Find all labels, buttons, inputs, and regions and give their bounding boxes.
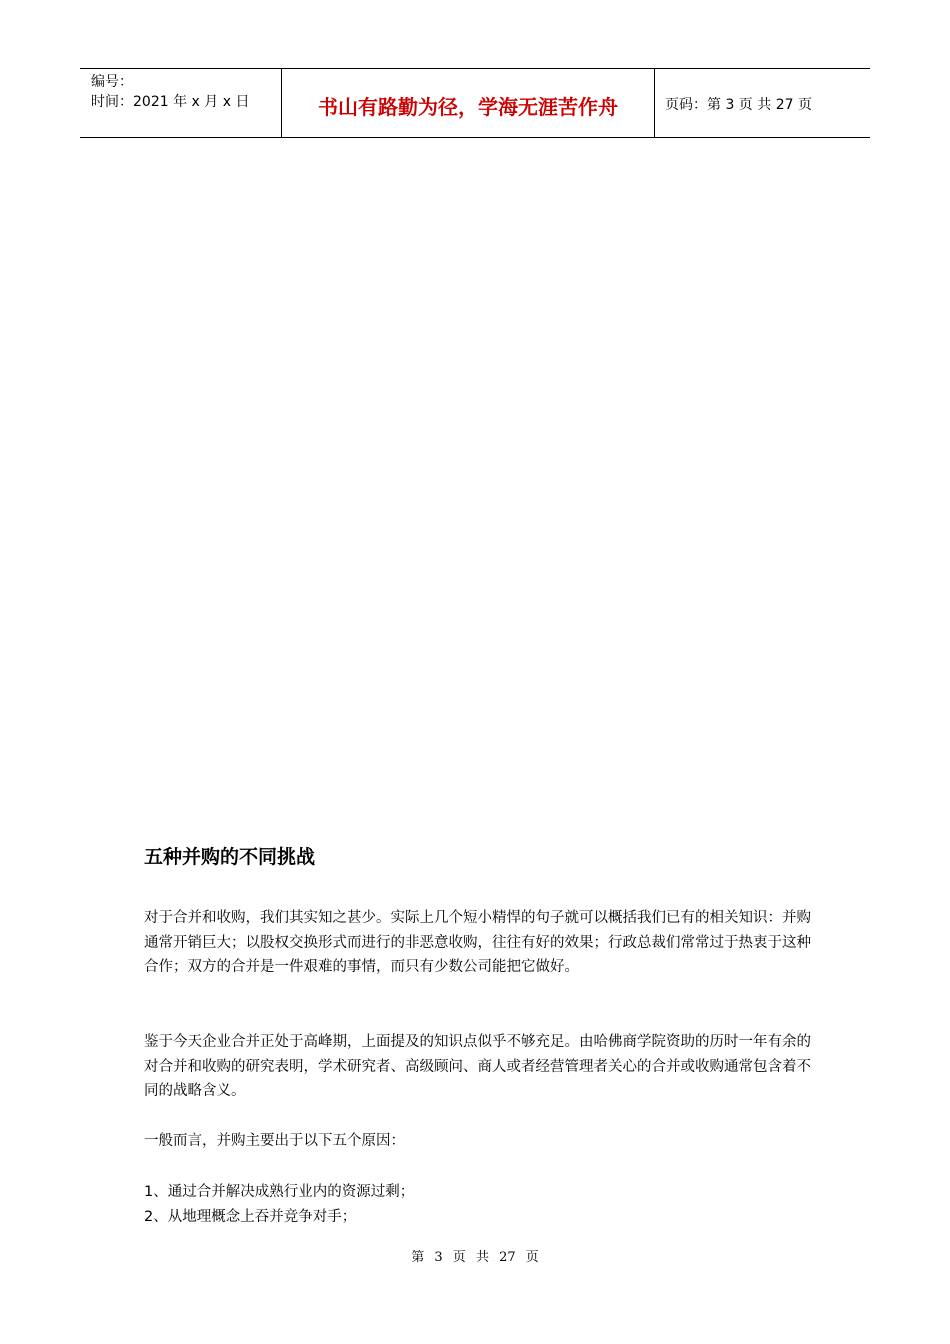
document-number-label: 编号：: [91, 74, 133, 90]
article-title: [144, 843, 814, 871]
header-motto: 书山有路勤为径，学海无涯苦作舟: [282, 69, 655, 137]
document-date: 时间：2021 年 x 月 x 日: [91, 94, 250, 110]
reasons-list: [144, 1180, 814, 1229]
article-title-text: 五种并购的不同挑战: [144, 846, 316, 868]
footer-ye-2: 页: [525, 1250, 539, 1265]
list-item: 1、通过合并解决成熟行业内的资源过剩；: [144, 1184, 415, 1200]
page-footer: [0, 1246, 950, 1265]
header-page-info: 页码：第 3 页 共 27 页: [665, 97, 812, 113]
footer-ye: 页: [452, 1250, 466, 1265]
footer-di: 第: [411, 1250, 425, 1265]
page-header: [80, 68, 870, 138]
header-meta: [80, 69, 282, 137]
footer-gong: 共: [475, 1250, 489, 1265]
paragraph-3: 一般而言，并购主要出于以下五个原因：: [144, 1133, 405, 1149]
paragraph-1: 对于合并和收购，我们其实知之甚少。实际上几个短小精悍的句子就可以概括我们已有的相关知识：并购通常开销巨大；以股权交换形式而进行的非恶意收购，往往有好的效果；行政总裁们常常过于热衷于这种合作；双方的合并是一件艰难的事情，而只有少数公司能把它做好。: [144, 910, 811, 975]
footer-page-number: 3: [434, 1250, 443, 1265]
footer-total-pages: 27: [499, 1250, 516, 1265]
paragraph-2: 鉴于今天企业合并正处于高峰期，上面提及的知识点似乎不够充足。由哈佛商学院资助的历时一年有余的对合并和收购的研究表明，学术研究者、高级顾问、商人或者经营管理者关心的合并或收购通常包含着不同的战略含义。: [144, 1034, 811, 1099]
list-item: 2、从地理概念上吞并竞争对手；: [144, 1208, 357, 1225]
